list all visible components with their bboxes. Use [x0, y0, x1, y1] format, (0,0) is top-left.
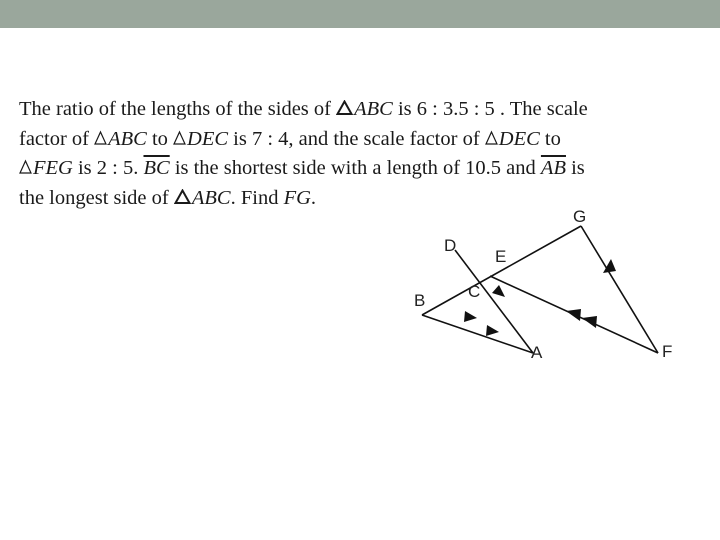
triangle-icon [485, 131, 498, 145]
text-fragment: is 7 : 4, and the scale factor of [228, 127, 485, 150]
triangle-name: ABC [191, 186, 231, 209]
text-fragment: to [146, 127, 174, 150]
text-fragment: the longest side of [19, 186, 174, 209]
triangle-name: DEC [187, 127, 229, 150]
label-a: A [531, 343, 543, 362]
label-c: C [468, 282, 481, 301]
arrow-marker-ef [566, 309, 581, 321]
triangle-name: ABC [354, 98, 393, 120]
triangle-name: ABC [108, 127, 147, 150]
triangle-name: FEG [33, 157, 73, 179]
label-d: D [444, 236, 457, 255]
problem-line-1 [19, 95, 699, 125]
triangle-diagram [405, 205, 695, 365]
segment-gf [581, 226, 658, 353]
text-fragment: factor of [19, 127, 95, 150]
arrow-marker-da [492, 285, 505, 297]
label-e: E [495, 247, 507, 266]
problem-line-3 [19, 154, 699, 184]
label-b: B [414, 291, 426, 310]
triangle-icon [19, 160, 32, 174]
slide-header-bar [0, 0, 720, 28]
text-fragment: is 6 : 3.5 : 5 . The scale [392, 98, 588, 120]
label-f: F [662, 342, 673, 361]
triangle-icon [94, 131, 107, 145]
segment-bc: $\overline{BC}$ [143, 157, 170, 179]
triangle-icon [336, 101, 353, 115]
text-fragment: . Find [230, 186, 284, 209]
arrow-marker-ef [582, 316, 597, 328]
segment-da [455, 250, 533, 353]
triangle-icon [173, 131, 186, 145]
triangle-icon [174, 190, 191, 204]
triangle-name: DEC [498, 127, 540, 150]
text-fragment: The ratio of the lengths of the sides of [19, 98, 337, 120]
segment-ab: $\overline{AB}$ [540, 157, 566, 179]
arrow-marker-ba [486, 325, 499, 336]
text-fragment: is 2 : 5. [72, 157, 144, 179]
text-fragment: is the shortest side with a length of 10.5 and [169, 157, 541, 179]
problem-line-2 [19, 125, 699, 155]
target-segment: FG [283, 186, 311, 209]
text-fragment: is [565, 157, 585, 179]
problem-statement [19, 95, 699, 213]
segment-ba [422, 315, 533, 353]
text-fragment: to [539, 127, 561, 150]
label-g: G [573, 207, 587, 226]
arrow-marker-ba [464, 311, 477, 322]
text-fragment: . [310, 186, 317, 209]
